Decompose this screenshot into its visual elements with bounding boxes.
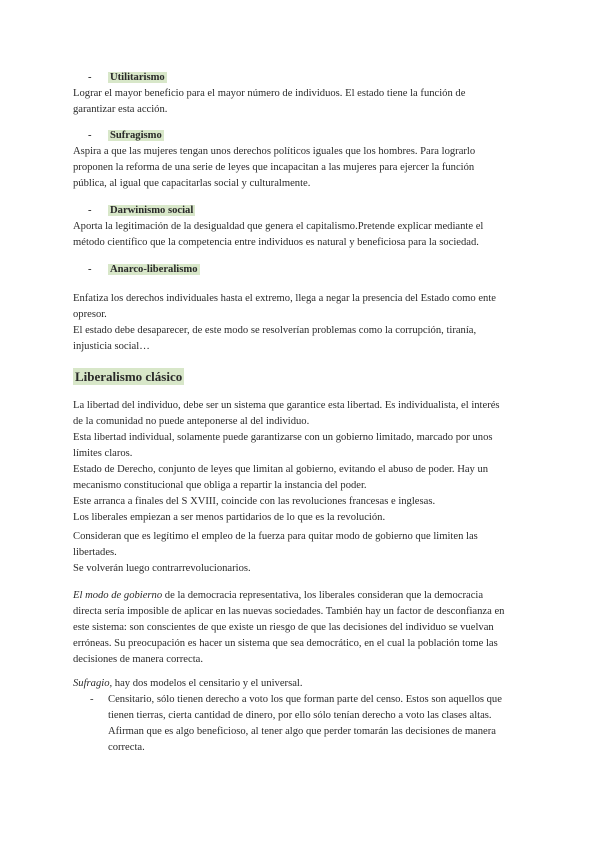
heading-anarco-liberalismo (88, 262, 200, 278)
text-line: correcta. (108, 742, 145, 753)
italic-term: Sufragio, (73, 678, 113, 689)
text-line: Aspira a que las mujeres tengan unos derechos políticos iguales que los hombres. Para lograrlo (73, 146, 476, 157)
paragraph-fuerza (73, 529, 533, 577)
list-item-text (90, 692, 530, 756)
text-line: injusticia social… (73, 341, 150, 352)
text-line: Censitario, sólo tienen derecho a voto los que forman parte del censo. Estos son aquellos que (108, 694, 502, 705)
text-line: garantizar esta acción. (73, 104, 168, 115)
text-line: mecanismo constitucional que obliga a repartir la instancia del poder. (73, 480, 367, 491)
text-line (73, 588, 533, 604)
text-line: Enfatiza los derechos individuales hasta el extremo, llega a negar la presencia del Estado como ente (73, 293, 496, 304)
heading-text: Sufragismo (110, 130, 162, 141)
text-line: proponen la reforma de una serie de leyes que incapacitan a las mujeres para ejercer la función (73, 162, 475, 173)
text-line: método científico que la competencia entre individuos es natural y beneficiosa para la sociedad. (73, 237, 479, 248)
text-fragment: hay dos modelos el censitario y el universal. (112, 678, 303, 689)
text-line: Afirman que es algo beneficioso, al tener algo que perder tomarán las decisiones de manera (108, 726, 496, 737)
text-line: pública, al igual que capacitarlas social y culturalmente. (73, 178, 311, 189)
text-line: opresor. (73, 309, 107, 320)
list-dash: - (88, 72, 92, 83)
heading-darwinismo-social (88, 203, 195, 219)
heading-text: Utilitarismo (110, 72, 165, 83)
paragraph-sufragio (73, 676, 533, 692)
text-line: decisiones de manera correcta. (73, 654, 203, 665)
text-line (73, 676, 533, 692)
text-line: Se volverán luego contrarrevolucionarios. (73, 563, 251, 574)
text-line: Esta libertad individual, solamente puede garantizarse con un gobierno limitado, marcado por unos (73, 432, 493, 443)
text-line: erróneas. Su preocupación es hacer un sistema que sea democrático, en el cual la población tome las (73, 638, 498, 649)
paragraph-sufragismo (73, 144, 533, 192)
heading-text: Anarco-liberalismo (110, 264, 198, 275)
text-fragment: de la democracia representativa, los liberales consideran que la democracia (162, 590, 484, 601)
text-line: tienen tierras, cierta cantidad de dinero, por ello sólo tenían derecho a voto las clases altas. (108, 710, 492, 721)
list-dash: - (90, 694, 94, 705)
text-line: El estado debe desaparecer, de este modo se resolverían problemas como la corrupción, tiranía, (73, 325, 477, 336)
paragraph-utilitarismo (73, 86, 533, 118)
text-line: directa sería imposible de aplicar en las nuevas sociedades. También hay un factor de desconfianza en (73, 606, 505, 617)
text-line: libertades. (73, 547, 117, 558)
heading-text: Darwinismo social (110, 205, 194, 216)
heading-utilitarismo (88, 70, 167, 86)
list-dash: - (88, 264, 92, 275)
section-title: Liberalismo clásico (75, 369, 183, 384)
text-line: de la comunidad no puede anteponerse al del individuo. (73, 416, 310, 427)
text-line: Los liberales empiezan a ser menos partidarios de lo que es la revolución. (73, 512, 386, 523)
text-line: límites claros. (73, 448, 133, 459)
list-dash: - (88, 205, 92, 216)
text-line: Lograr el mayor beneficio para el mayor número de individuos. El estado tiene la función de (73, 88, 466, 99)
italic-term: El modo de gobierno (73, 590, 163, 601)
paragraph-darwinismo-social (73, 219, 533, 251)
text-line: Este arranca a finales del S XVIII, coincide con las revoluciones francesas e inglesas. (73, 496, 436, 507)
paragraph-modo-de-gobierno (73, 588, 533, 668)
text-line: Aporta la legitimación de la desigualdad que genera el capitalismo.Pretende explicar mediante el (73, 221, 484, 232)
heading-sufragismo (88, 128, 164, 144)
text-line: Estado de Derecho, conjunto de leyes que limitan al gobierno, evitando el abuso de poder. Hay un (73, 464, 489, 475)
paragraph-anarco-liberalismo (73, 291, 533, 355)
text-line: Consideran que es legítimo el empleo de la fuerza para quitar modo de gobierno que limiten las (73, 531, 478, 542)
text-line: este sistema: son conscientes de que existe un riesgo de que las decisiones del individuo se vuelvan (73, 622, 494, 633)
list-dash: - (88, 130, 92, 141)
paragraph-libertad-individuo (73, 398, 533, 526)
text-line: La libertad del individuo, debe ser un sistema que garantice esta libertad. Es individualista, el interés (73, 400, 500, 411)
list-item-censitario (90, 692, 530, 756)
